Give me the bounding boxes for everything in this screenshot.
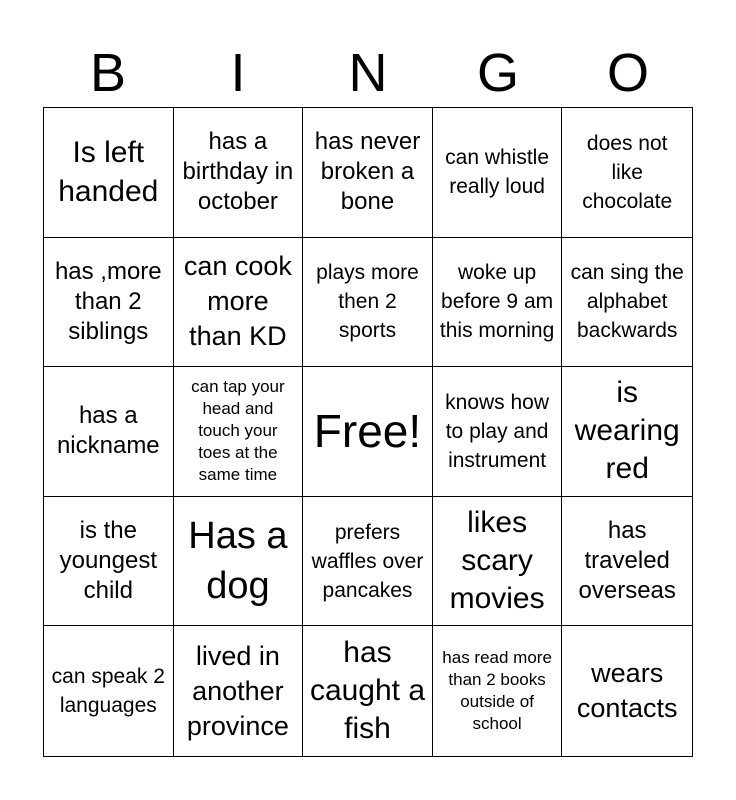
bingo-cell[interactable] — [433, 497, 563, 627]
cell-text: can speak 2 languages — [51, 665, 165, 718]
cell-text: woke up before 9 am this morning — [439, 261, 555, 343]
cell-text: can whistle really loud — [445, 146, 550, 199]
bingo-cell[interactable] — [174, 108, 304, 238]
cell-text: is the youngest child — [59, 517, 157, 605]
cell-text: does not like chocolate — [582, 131, 673, 213]
cell-text: has a nickname — [56, 402, 160, 460]
cell-text: has read more than 2 books outside of school — [442, 648, 552, 734]
bingo-cell[interactable] — [174, 238, 304, 368]
bingo-cell[interactable] — [562, 238, 692, 368]
bingo-cell[interactable] — [44, 626, 174, 756]
bingo-cell[interactable] — [174, 626, 304, 756]
bingo-cell[interactable] — [433, 238, 563, 368]
bingo-cell[interactable] — [433, 367, 563, 497]
bingo-cell[interactable] — [562, 367, 692, 497]
cell-text: Is left handed — [58, 136, 159, 209]
bingo-cell[interactable] — [44, 238, 174, 368]
header-letter-g: G — [476, 43, 519, 103]
bingo-cell[interactable] — [433, 626, 563, 756]
header-letter-i: I — [230, 43, 246, 103]
bingo-cell[interactable] — [433, 108, 563, 238]
bingo-cell[interactable] — [44, 108, 174, 238]
cell-text: Free! — [313, 405, 422, 458]
cell-text: plays more then 2 sports — [316, 261, 419, 343]
cell-text: has caught a fish — [309, 636, 426, 746]
cell-text: lived in another province — [186, 640, 289, 741]
header-letter-b: B — [89, 43, 127, 103]
cell-text: likes scary movies — [449, 506, 545, 616]
bingo-header — [43, 40, 693, 106]
bingo-cell[interactable] — [562, 497, 692, 627]
cell-text: prefers waffles over pancakes — [311, 520, 424, 602]
cell-text: can cook more than KD — [183, 251, 292, 352]
cell-text: is wearing red — [574, 376, 680, 486]
bingo-cell[interactable] — [44, 367, 174, 497]
bingo-cell[interactable] — [303, 108, 433, 238]
bingo-cell[interactable] — [303, 497, 433, 627]
bingo-cell[interactable] — [303, 626, 433, 756]
cell-text: has a birthday in october — [182, 128, 294, 216]
bingo-cell-free[interactable] — [303, 367, 433, 497]
bingo-cell[interactable] — [303, 238, 433, 368]
bingo-cell[interactable] — [174, 367, 304, 497]
cell-text: wears contacts — [576, 658, 678, 724]
bingo-cell[interactable] — [174, 497, 304, 627]
cell-text: can sing the alphabet backwards — [570, 261, 684, 343]
bingo-board — [43, 107, 693, 757]
header-letter-n: N — [348, 43, 388, 103]
bingo-cell[interactable] — [44, 497, 174, 627]
cell-text: has ,more than 2 siblings — [54, 257, 162, 345]
cell-text: can tap your head and touch your toes at the same time — [191, 377, 285, 485]
cell-text: has never broken a bone — [314, 128, 421, 216]
bingo-cell[interactable] — [562, 108, 692, 238]
header-letter-o: O — [606, 43, 649, 103]
cell-text: knows how to play and instrument — [445, 390, 550, 472]
bingo-cell[interactable] — [562, 626, 692, 756]
cell-text: Has a dog — [188, 515, 288, 608]
cell-text: has traveled overseas — [578, 517, 676, 605]
